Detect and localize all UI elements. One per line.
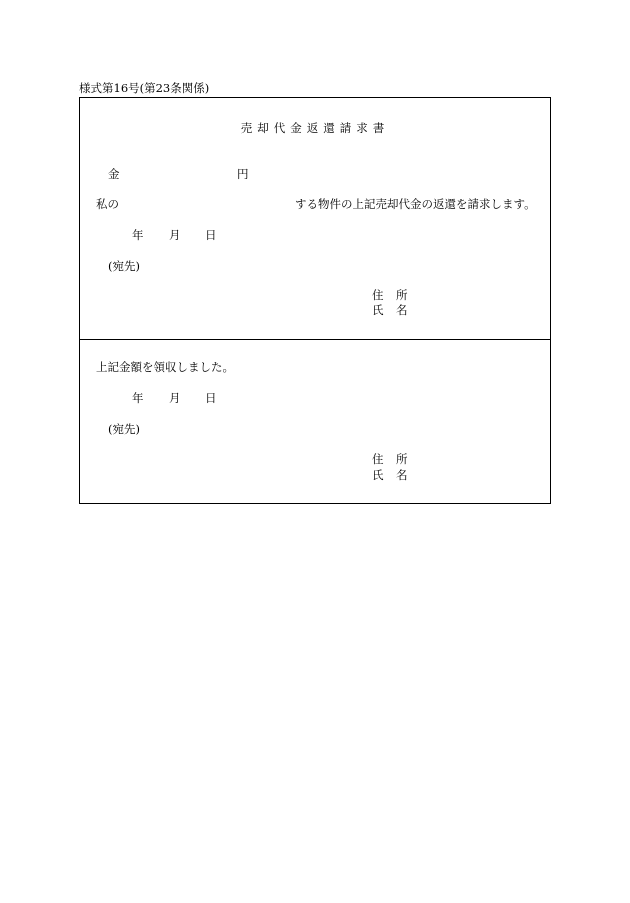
receipt-name-label-second: 名 [396,468,408,482]
address-label-second: 所 [396,288,408,302]
date-month: 月 [169,228,181,242]
address-label-first: 住 [372,288,384,302]
receipt-statement: 上記金額を領収しました。 [96,360,234,374]
receipt-date-month: 月 [169,391,181,405]
receipt-date-year: 年 [132,391,144,405]
receipt-addressee-label: (宛先) [108,422,140,436]
statement-prefix: 私の [96,197,119,211]
receipt-name-label-first: 氏 [372,468,384,482]
amount-unit: 円 [237,167,249,181]
request-section [79,97,551,340]
addressee-label: (宛先) [108,259,140,273]
amount-prefix: 金 [108,167,120,181]
document-title: 売却代金返還請求書 [240,121,390,135]
receipt-section [79,339,551,504]
name-label-first: 氏 [372,303,384,317]
receipt-address-label-second: 所 [396,452,408,466]
receipt-address-label-first: 住 [372,452,384,466]
statement-suffix: する物件の上記売却代金の返還を請求します。 [295,197,536,211]
name-label-second: 名 [396,303,408,317]
date-day: 日 [205,228,217,242]
receipt-date-day: 日 [205,391,217,405]
form-number: 様式第16号(第23条関係) [79,81,210,95]
date-year: 年 [132,228,144,242]
